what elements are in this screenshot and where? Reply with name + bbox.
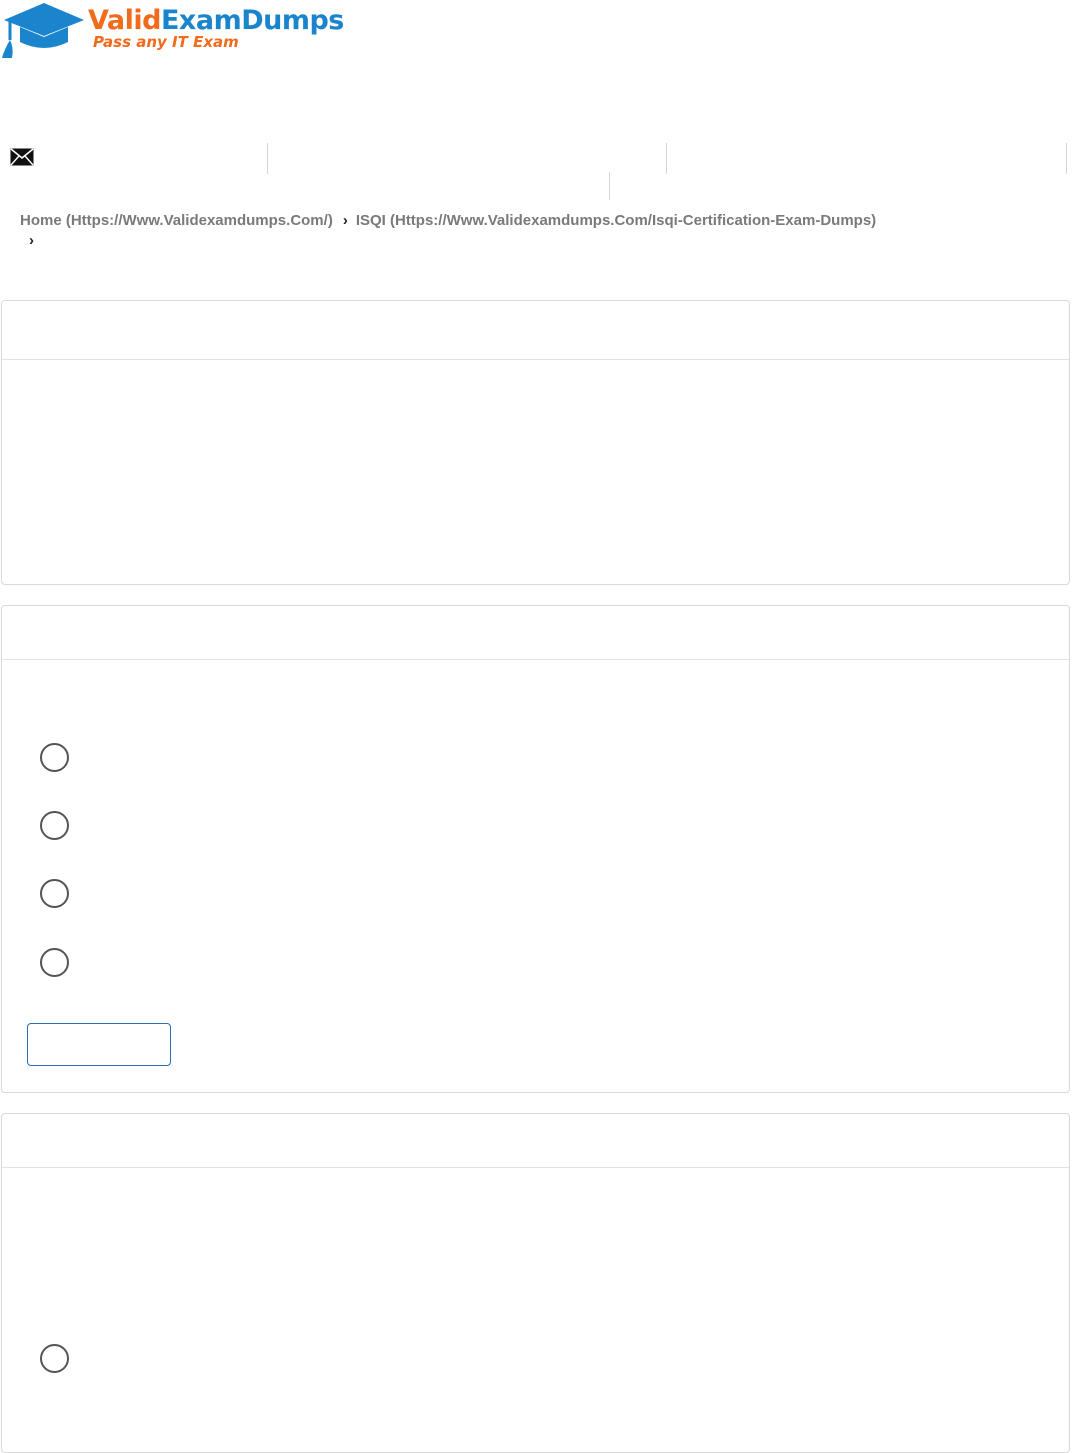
breadcrumb-isqi-link[interactable]: ISQI (Https://Www.Validexamdumps.Com/Isqi-Certification-Exam-Dumps) <box>355 212 877 229</box>
topbar-divider <box>267 143 268 174</box>
breadcrumb <box>20 212 876 229</box>
answer-option-radio[interactable] <box>40 811 69 840</box>
question-panel-1 <box>1 300 1070 585</box>
brand-name-part1: Valid <box>88 5 161 36</box>
brand-name <box>88 5 344 36</box>
answer-option-radio[interactable] <box>40 743 69 772</box>
submit-answer-button[interactable] <box>27 1023 171 1066</box>
chevron-right-icon: › <box>29 232 34 249</box>
question-panel-2 <box>1 605 1070 1093</box>
panel-header <box>2 301 1069 360</box>
breadcrumb-home-link[interactable]: Home (Https://Www.Validexamdumps.Com/) <box>20 212 333 229</box>
topbar-divider <box>666 143 667 174</box>
brand-name-part2: ExamDumps <box>160 5 344 36</box>
envelope-icon[interactable] <box>10 148 34 171</box>
question-panel-3 <box>1 1113 1070 1453</box>
answer-option-radio[interactable] <box>40 879 69 908</box>
answer-option-radio[interactable] <box>40 1344 69 1373</box>
graduation-cap-logo-icon <box>0 0 88 62</box>
topbar-divider <box>1066 143 1067 174</box>
topbar-divider <box>609 172 610 200</box>
brand-tagline: Pass any IT Exam <box>93 33 239 51</box>
site-logo[interactable] <box>0 0 344 62</box>
contact-bar <box>0 142 1072 202</box>
panel-header <box>2 1114 1069 1168</box>
chevron-right-icon: › <box>342 212 348 229</box>
panel-header <box>2 606 1069 660</box>
answer-option-radio[interactable] <box>40 948 69 977</box>
